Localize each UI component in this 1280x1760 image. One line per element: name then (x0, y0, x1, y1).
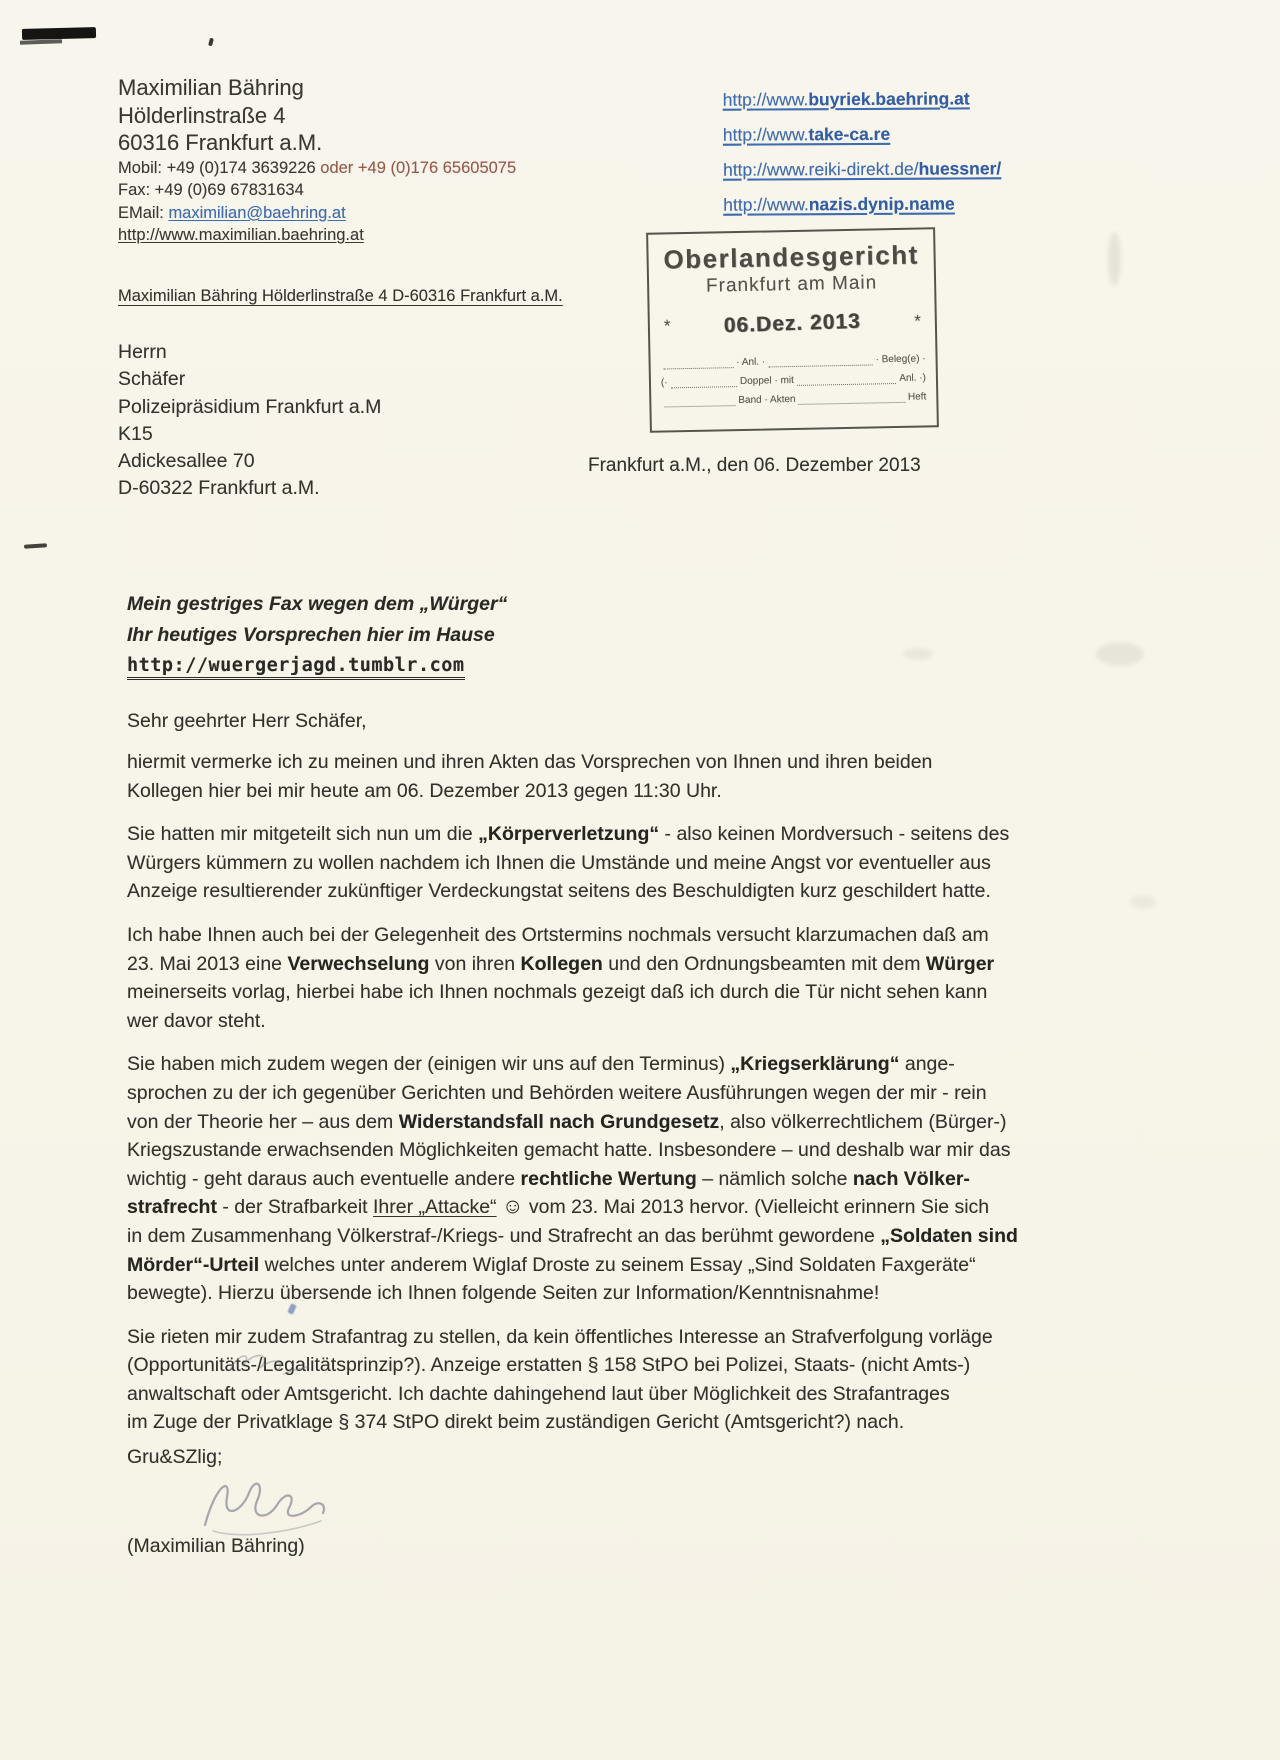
weblink: http://www.nazis.dynip.name (723, 193, 955, 215)
weblink: http://www.buyriek.baehring.at (722, 88, 970, 110)
stamp-form-rows (660, 351, 926, 409)
sender-fax: Fax: +49 (0)69 67831634 (118, 181, 304, 199)
stamp-star-left: * (663, 316, 671, 336)
sender-name: Maximilian Bähring (118, 75, 304, 100)
subject-line: Mein gestriges Fax wegen dem „Würger“ (127, 593, 508, 615)
stamp-form-row: Band · Akten Heft (661, 389, 926, 409)
stamp-form-row: · Anl. · · Beleg(e) · (660, 351, 925, 371)
recipient-block (118, 339, 381, 503)
return-address-line: Maximilian Bähring Hölderlinstraße 4 D-60316 Frankfurt a.M. (118, 287, 563, 305)
stamp-star-right: * (914, 311, 922, 331)
subject-url: http://wuergerjagd.tumblr.com (127, 655, 465, 680)
sender-block (118, 74, 516, 247)
scan-artifact-bar (22, 27, 96, 40)
recipient-line: K15 (118, 422, 153, 445)
signature-name: (Maximilian Bähring) (127, 1535, 305, 1558)
sender-city: 60316 Frankfurt a.M. (118, 130, 323, 155)
weblink: http://www.take-ca.re (722, 123, 891, 145)
sender-email-line (118, 202, 516, 225)
sender-website: http://www.maximilian.baehring.at (118, 226, 364, 244)
recipient-line: Schäfer (118, 368, 186, 391)
stamp-court-name: Oberlandesgericht (663, 239, 919, 275)
letter-body (127, 589, 1172, 1558)
recipient-line: Adickesallee 70 (118, 450, 255, 473)
sender-mobile (118, 157, 516, 180)
stamp-date: 06.Dez. 2013 (723, 309, 862, 338)
stamp-form-row: (· Doppel · mit Anl. ·) (660, 372, 927, 389)
date-line: Frankfurt a.M., den 06. Dezember 2013 (588, 455, 921, 476)
body-paragraphs (127, 748, 1172, 1437)
weblinks-column (723, 87, 1002, 228)
recipient-line: Polizeipräsidium Frankfurt a.M (118, 395, 382, 418)
paragraph: hiermit vermerke ich zu meinen und ihren Akten das Vorsprechen von Ihnen und ihren beiden Kollegen hier bei mir heute am 06. Dezember 2013 gegen 11:30 Uhr. (127, 751, 933, 802)
court-stamp (646, 227, 939, 433)
paragraph: Sie haben mich zudem wegen der (einigen wir uns auf den Terminus) „Kriegserklärung“ ange- sprochen zu der ich gegenüber Gerichten und Behörden weitere Ausführungen wegen der mir - rein von der Theorie her – aus dem Widerstandsfall nach Grundgesetz, also völkerrechtlichem (Bürger-) Kriegszustande erwachsenden Möglichkeiten gemacht hatte. Insbesondere – und deshalb war mir das wichtig - geht daraus auch eventuelle andere rechtliche Wertung – nämlich solche nach Völker- strafrecht - der Strafbarkeit Ihrer „Attacke“ ☺ vom 23. Mai 2013 hervor. (Vielleicht erinnern Sie sich in dem Zusammenhang Völkerstraf-/Kriegs- und Strafrecht an das berühmt gewordene „Soldaten sind Mörder“-Urteil welches unter anderem Wiglaf Droste zu seinem Essay „Sind Soldaten Faxgeräte“ bewegte). Hierzu übersende ich Ihnen folgende Seiten zur Information/Kenntnisnahme! (127, 1053, 1018, 1305)
sender-mobile-main: Mobil: +49 (0)174 3639226 (118, 158, 316, 177)
sender-mobile-alt: oder +49 (0)176 65605075 (320, 158, 517, 177)
sender-email: maximilian@baehring.at (168, 203, 346, 222)
recipient-line: D-60322 Frankfurt a.M. (118, 477, 320, 500)
stamp-court-city: Frankfurt am Main (705, 272, 878, 297)
paragraph: Ich habe Ihnen auch bei der Gelegenheit des Ortstermins nochmals versucht klarzumachen daß am 23. Mai 2013 eine Verwechselung von ihren Kollegen und den Ordnungsbeamten mit dem Würger meinerseits vorlag, hierbei habe ich Ihnen nochmals gezeigt daß ich durch die Tür nicht sehen kann wer davor steht. (127, 923, 995, 1032)
stamp-date-row (660, 309, 925, 338)
scan-artifact-bar (20, 39, 62, 44)
sender-email-label: EMail: (118, 203, 164, 222)
sender-street: Hölderlinstraße 4 (118, 102, 286, 128)
subject-block (127, 589, 1172, 651)
scan-artifact-speck (208, 38, 214, 47)
paragraph: Sie hatten mir mitgeteilt sich nun um die „Körperverletzung“ - also keinen Mordversuch - seitens des Würgers kümmern zu wollen nachdem ich Ihnen die Umstände und meine Angst vor eventueller aus Anzeige resultierender zukünftiger Verdeckungstat seitens des Beschuldigten kurz geschildert hatte. (127, 823, 1010, 903)
subject-line: Ihr heutiges Vorsprechen hier im Hause (127, 624, 495, 646)
salutation: Sehr geehrter Herr Schäfer, (127, 710, 367, 732)
weblink: http://www.reiki-direkt.de/huessner/ (723, 158, 1002, 180)
margin-fold-mark (24, 543, 47, 549)
scan-smudge (1108, 232, 1121, 286)
closing: Gru&SZlig; (127, 1446, 223, 1469)
pencil-scribble (224, 1340, 314, 1384)
paragraph: Sie rieten mir zudem Strafantrag zu stellen, da kein öffentliches Interesse an Strafverfolgung vorläge (Opportunitäts-/Legalitätsprinzip?). Anzeige erstatten § 158 StPO bei Polizei, Staats- (nicht Amts-) anwaltschaft oder Amtsgericht. Ich dachte dahingehend laut über Möglichkeit des Strafantrages im Zuge der Privatklage § 374 StPO direkt beim zuständigen Gericht (Amtsgericht?) nach. (127, 1325, 993, 1434)
recipient-line: Herrn (118, 341, 167, 363)
